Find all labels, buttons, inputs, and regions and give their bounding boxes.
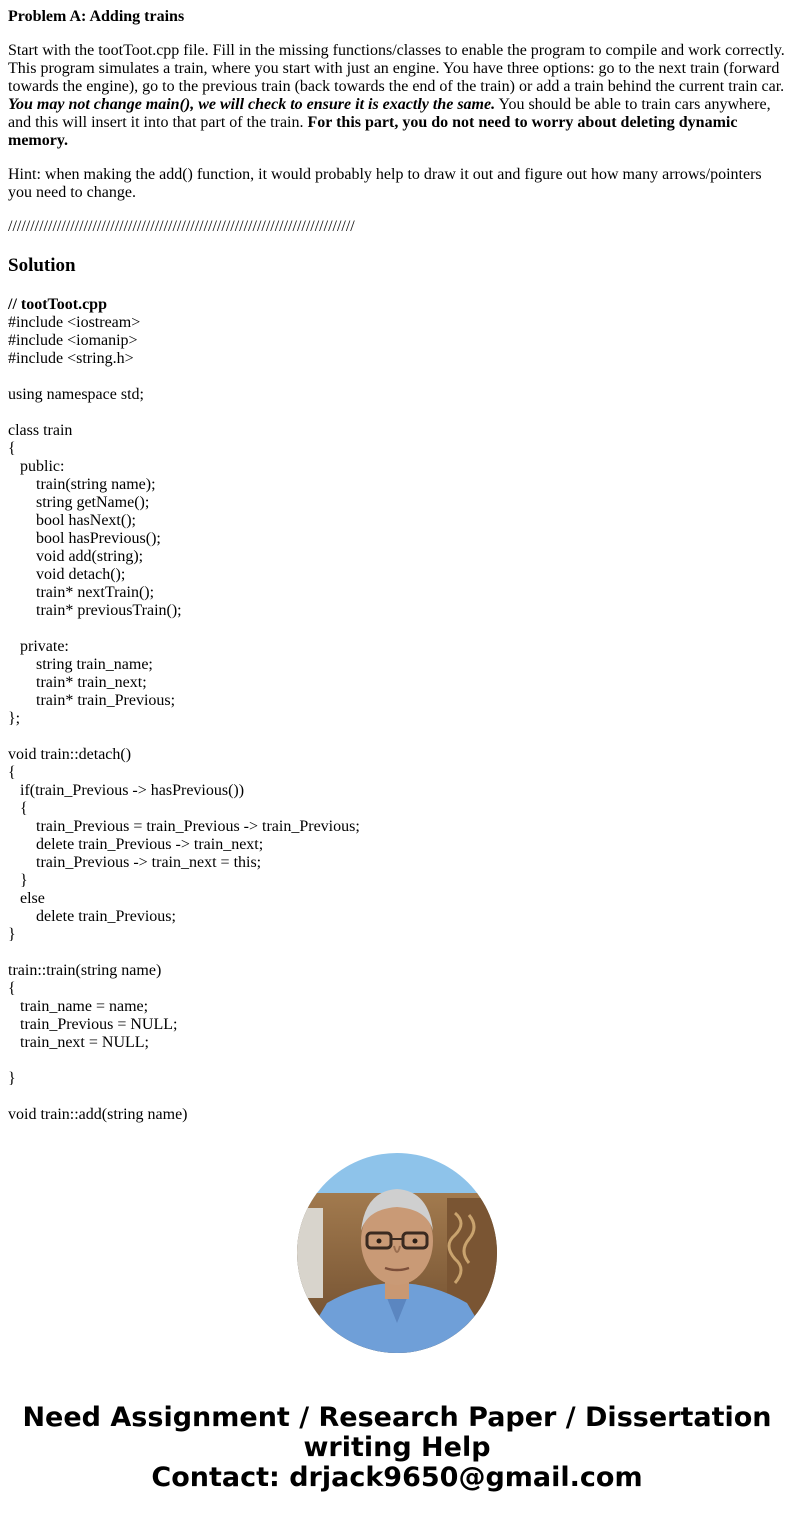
code-line: { xyxy=(8,764,16,781)
footer-banner xyxy=(0,1403,794,1493)
code-line: void train::detach() xyxy=(8,746,132,763)
footer-line-2: writing Help xyxy=(303,1432,491,1463)
document-body xyxy=(8,8,788,1124)
code-line: train(string name); xyxy=(8,476,156,493)
code-line: train* previousTrain(); xyxy=(8,602,182,619)
code-line: } xyxy=(8,926,16,943)
problem-description xyxy=(8,42,788,150)
code-line xyxy=(8,1052,788,1070)
code-line xyxy=(8,620,788,638)
code-line: { xyxy=(8,440,16,457)
code-line: string train_name; xyxy=(8,656,153,673)
code-line: train* nextTrain(); xyxy=(8,584,155,601)
code-line: } xyxy=(8,872,28,889)
author-avatar xyxy=(297,1153,497,1353)
code-line: class train xyxy=(8,422,73,439)
code-line: train_Previous -> train_next = this; xyxy=(8,854,262,871)
hint-paragraph: Hint: when making the add() function, it would probably help to draw it out and figure out how many arrows/pointers you need to change. xyxy=(8,166,762,201)
code-line: } xyxy=(8,1070,16,1087)
code-line xyxy=(8,944,788,962)
problem-description-text-2: You should be able to train cars anywhere, and this will insert it into that part of the train. xyxy=(8,96,771,131)
file-comment xyxy=(8,296,788,314)
code-line xyxy=(8,404,788,422)
code-line: train::train(string name) xyxy=(8,962,162,979)
code-line: void add(string); xyxy=(8,548,144,565)
file-comment-prefix: // xyxy=(8,296,21,313)
code-line: { xyxy=(8,980,16,997)
code-line: #include <iomanip> xyxy=(8,332,138,349)
code-line: train* train_Previous; xyxy=(8,692,176,709)
code-line: using namespace std; xyxy=(8,386,144,403)
solution-heading: Solution xyxy=(8,255,76,276)
code-line: public: xyxy=(8,458,65,475)
code-line: #include <string.h> xyxy=(8,350,134,367)
code-line: train_Previous = train_Previous -> train_Previous; xyxy=(8,818,360,835)
author-portrait-image xyxy=(297,1153,497,1353)
problem-title: Problem A: Adding trains xyxy=(8,8,185,25)
file-name: tootToot.cpp xyxy=(20,296,107,313)
code-line: }; xyxy=(8,710,21,727)
code-line: void train::add(string name) xyxy=(8,1106,188,1123)
code-line: #include <iostream> xyxy=(8,314,141,331)
code-line: if(train_Previous -> hasPrevious()) xyxy=(8,782,245,799)
code-line: bool hasNext(); xyxy=(8,512,136,529)
code-line: bool hasPrevious(); xyxy=(8,530,161,547)
code-line: delete train_Previous; xyxy=(8,908,176,925)
code-line: { xyxy=(8,800,28,817)
main-warning: You may not change main(), we will check to ensure it is exactly the same. xyxy=(8,96,496,113)
code-line: else xyxy=(8,890,45,907)
memory-note: For this part, you do not need to worry about deleting dynamic memory. xyxy=(8,114,738,149)
code-line: delete train_Previous -> train_next; xyxy=(8,836,264,853)
footer-contact: Contact: drjack9650@gmail.com xyxy=(151,1462,643,1493)
code-line xyxy=(8,1088,788,1106)
code-line: train* train_next; xyxy=(8,674,147,691)
code-line: private: xyxy=(8,638,69,655)
code-line: string getName(); xyxy=(8,494,150,511)
code-line: train_next = NULL; xyxy=(8,1034,149,1051)
code-line xyxy=(8,368,788,386)
code-line: train_name = name; xyxy=(8,998,149,1015)
code-block xyxy=(8,314,788,1124)
code-line: void detach(); xyxy=(8,566,126,583)
code-line: train_Previous = NULL; xyxy=(8,1016,178,1033)
slash-divider: ////////////////////////////////////////////////////////////////////////////// xyxy=(8,218,355,235)
problem-description-text-1: Start with the tootToot.cpp file. Fill in the missing functions/classes to enable the program to compile and work correctly. This program simulates a train, where you start with just an engine. You have three options: go to the next train (forward towards the engine), go to the previous train (back towards the end of the train) or add a train behind the current train car. xyxy=(8,42,785,95)
footer-line-1: Need Assignment / Research Paper / Dissertation xyxy=(22,1402,772,1433)
code-line xyxy=(8,728,788,746)
